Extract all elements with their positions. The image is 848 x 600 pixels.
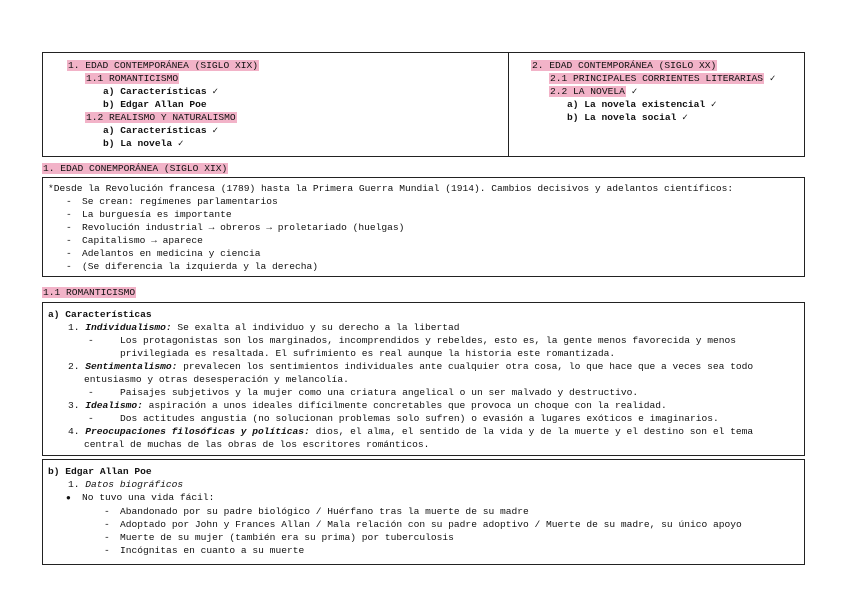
index-left-item-1-2b: b) La novela ✓: [103, 138, 184, 149]
section-2-box: [42, 302, 805, 456]
list-item: - Abandonado por su padre biológico / Huérfano tras la muerte de su madre: [104, 505, 800, 518]
section-3-box: [42, 459, 805, 565]
list-item: - Adelantos en medicina y ciencia: [66, 247, 800, 260]
list-item: - Revolución industrial → obreros → proletariado (huelgas): [66, 221, 800, 234]
bullet-text: No tuvo una vida fácil:: [82, 492, 215, 503]
list-item: - (Se diferencia la izquierda y la derecha): [66, 260, 800, 273]
bullet-item: [48, 491, 800, 505]
item-number: 1.: [68, 322, 80, 333]
definition-text: Se exalta al individuo y su derecho a la libertad: [171, 322, 460, 333]
list-item: - Adoptado por John y Frances Allan / Mala relación con su padre adoptivo / Muerte de su madre, su único apoyo: [104, 518, 800, 531]
list-item: - Muerte de su mujer (también era su prima) por tuberculosis: [104, 531, 800, 544]
subsection-label: Datos biográficos: [85, 479, 184, 490]
section-2-heading: 1.1 ROMANTICISMO: [43, 287, 136, 298]
index-right-section-2-1: 2.1 PRINCIPALES CORRIENTES LITERARIAS: [550, 73, 764, 84]
item-number: 3.: [68, 400, 80, 411]
list-item: - Se crean: regímenes parlamentarios: [66, 195, 800, 208]
list-item: - La burguesía es importante: [66, 208, 800, 221]
definition-text: dios, el alma, el sentido de la vida y de la muerte y el destino son el tema central de muchas de las obras de los escritores románticos.: [84, 426, 754, 450]
index-left-box: [42, 52, 509, 157]
term-idealismo: Idealismo:: [85, 400, 143, 411]
index-left-item-1-2a: a) Características ✓: [103, 125, 219, 136]
index-left-section-1-1: 1.1 ROMANTICISMO: [86, 73, 179, 84]
section-1-intro: *Desde la Revolución francesa (1789) hasta la Primera Guerra Mundial (1914). Cambios decisivos y adelantos científicos:: [48, 183, 734, 194]
term-individualismo: Individualismo:: [85, 322, 172, 333]
term-preocupaciones: Preocupaciones filosóficas y políticas:: [85, 426, 310, 437]
list-item: - Incógnitas en cuanto a su muerte: [104, 544, 800, 557]
index-right-title: 2. EDAD CONTEMPORÁNEA (SIGLO XX): [532, 60, 717, 71]
section-2-title: a) Características: [48, 309, 152, 320]
term-sentimentalismo: Sentimentalismo:: [85, 361, 178, 372]
check-icon: ✓: [764, 73, 776, 84]
section-3-title: b) Edgar Allan Poe: [48, 466, 152, 477]
list-item: - Capitalismo → aparece: [66, 234, 800, 247]
section-1-box: [42, 177, 805, 277]
item-number: 4.: [68, 426, 80, 437]
item-number: 2.: [68, 361, 80, 372]
section-1-heading: 1. EDAD CONEMPORÁNEA (SIGLO XIX): [43, 163, 228, 174]
index-right-box: [508, 52, 805, 157]
sub-item-text: Los protagonistas son los marginados, incomprendidos y rebeldes, esto es, la gente menos favorecida y menos privilegiada es resaltada. El sufrimiento es real aunque la historia este romantizada.: [120, 335, 737, 359]
index-right-item-2-2a: a) La novela existencial ✓: [567, 99, 717, 110]
index-left-section-1-2: 1.2 REALISMO Y NATURALISMO: [86, 112, 236, 123]
index-left-item-1-1b: b) Edgar Allan Poe: [103, 99, 207, 110]
index-left-item-1-1a: a) Características ✓: [103, 86, 219, 97]
sub-item-text: Dos actitudes angustia (no solucionan problemas solo sufren) o evasión a lugares exóticos e imaginarios.: [120, 413, 719, 424]
sub-item-text: Paisajes subjetivos y la mujer como una criatura angelical o un ser malvado y destructivo.: [120, 387, 639, 398]
index-left-title: 1. EDAD CONTEMPORÁNEA (SIGLO XIX): [68, 60, 258, 71]
definition-text: prevalecen los sentimientos individuales ante cualquier otra cosa, lo que hace que a veces sea todo entusiasmo y otras desesperación y melancolía.: [84, 361, 754, 385]
index-right-section-2-2: 2.2 LA NOVELA: [550, 86, 625, 97]
index-right-item-2-2b: b) La novela social ✓: [567, 112, 688, 123]
check-icon: ✓: [625, 86, 638, 97]
definition-text: aspiración a unos ideales difícilmente concretables que provoca un choque con la realidad.: [142, 400, 667, 411]
item-number: 1.: [68, 479, 80, 490]
